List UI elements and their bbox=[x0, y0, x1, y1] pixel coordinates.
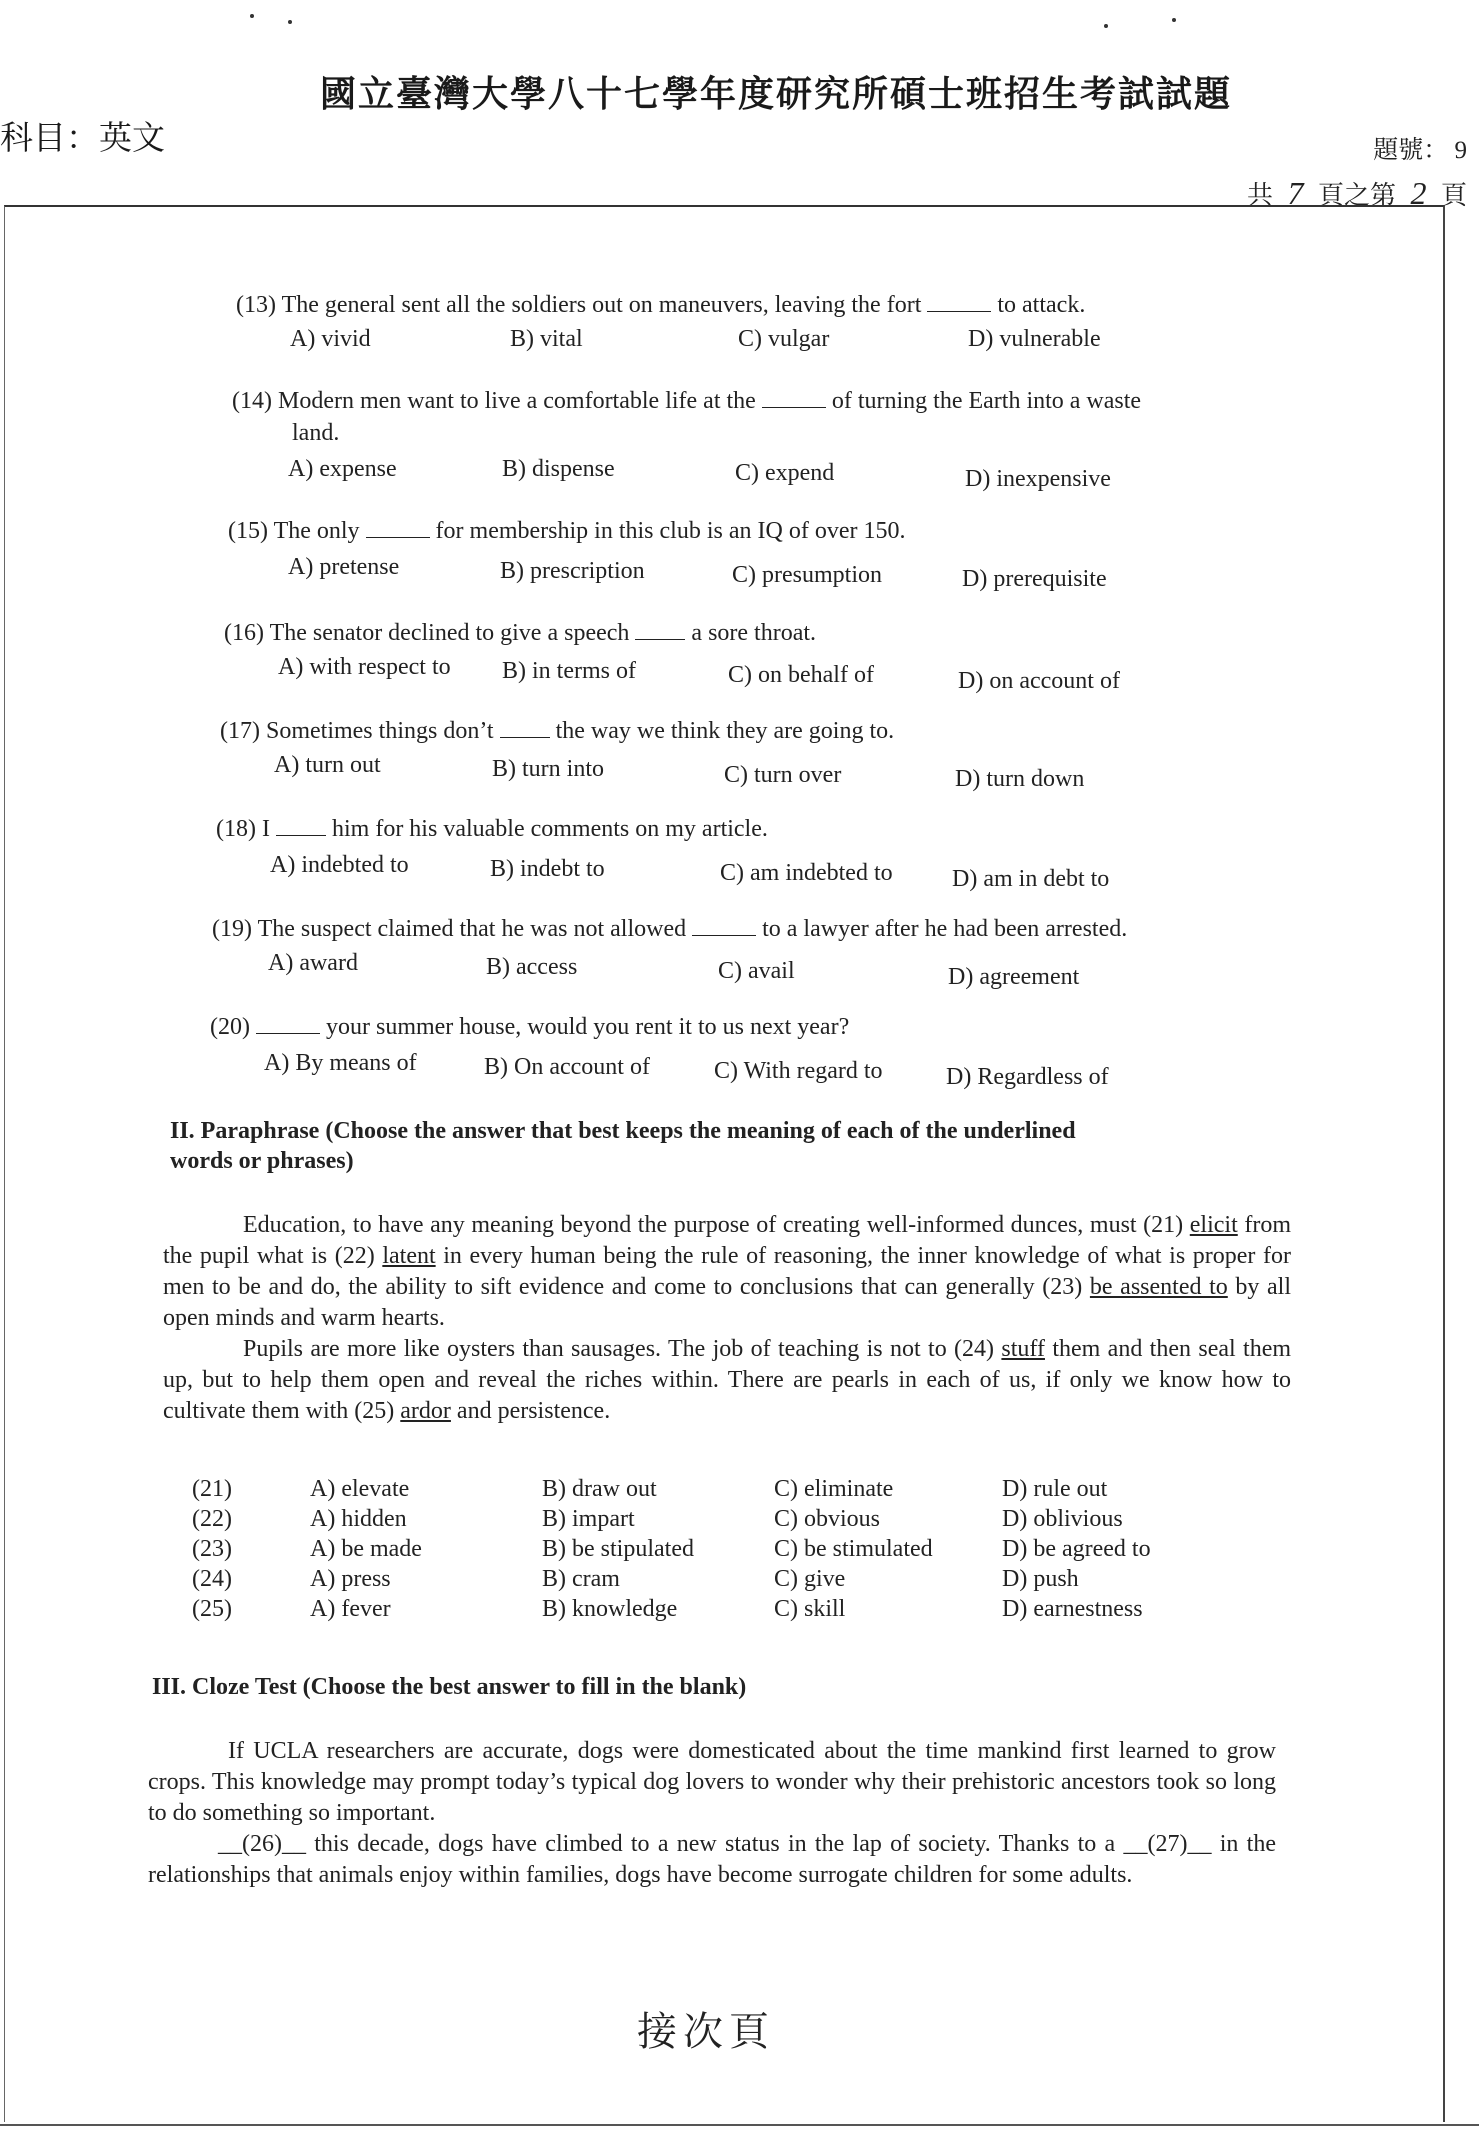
question-text-end: him for his valuable comments on my article. bbox=[331, 816, 768, 842]
answer-blank bbox=[927, 310, 991, 312]
option-c: C) obvious bbox=[774, 1506, 881, 1532]
page-suffix: 頁 bbox=[1440, 181, 1467, 210]
text-span: from the pupil what is (22) bbox=[163, 1212, 1292, 1269]
option-c: C) on behalf of bbox=[728, 662, 874, 688]
question-14-continued: land. bbox=[292, 420, 340, 446]
option-a: A) indebted to bbox=[270, 852, 409, 878]
option-c: C) vulgar bbox=[738, 326, 830, 352]
option-c: C) expend bbox=[735, 460, 835, 486]
option-d: D) Regardless of bbox=[946, 1064, 1109, 1090]
question-text: The senator declined to give a speech bbox=[269, 620, 630, 646]
option-a: A) fever bbox=[310, 1596, 391, 1622]
exam-title: 國立臺灣大學八十七學年度研究所碩士班招生考試試題 bbox=[320, 74, 1233, 114]
scan-speck bbox=[1104, 24, 1108, 28]
answer-blank bbox=[762, 406, 826, 408]
question-number: (15) bbox=[228, 518, 268, 544]
option-d: D) am in debt to bbox=[952, 866, 1110, 892]
option-b: B) draw out bbox=[542, 1476, 657, 1502]
section-2-heading: II. Paraphrase (Choose the answer that best keeps the meaning of each of the underlined bbox=[170, 1118, 1076, 1144]
scan-speck bbox=[250, 14, 254, 18]
option-b: B) access bbox=[486, 954, 578, 980]
option-d: D) prerequisite bbox=[962, 566, 1107, 592]
option-b: B) knowledge bbox=[542, 1596, 678, 1622]
answer-blank bbox=[500, 736, 550, 738]
option-c: C) give bbox=[774, 1566, 846, 1592]
option-b: B) in terms of bbox=[502, 658, 636, 684]
vocab-number: (21) bbox=[192, 1476, 232, 1502]
text-span: and persistence. bbox=[456, 1398, 611, 1424]
answer-blank bbox=[692, 934, 756, 936]
question-text-end: the way we think they are going to. bbox=[555, 718, 895, 744]
option-c: C) skill bbox=[774, 1596, 846, 1622]
underlined-word-22: latent bbox=[382, 1243, 436, 1269]
question-17 bbox=[220, 718, 894, 745]
vocab-number: (25) bbox=[192, 1596, 232, 1622]
answer-blank bbox=[635, 638, 685, 640]
question-number: (16) bbox=[224, 620, 264, 646]
option-a: A) By means of bbox=[264, 1050, 417, 1076]
page-middle: 頁之第 bbox=[1317, 181, 1396, 210]
question-text-end: for membership in this club is an IQ of over 150. bbox=[435, 518, 906, 544]
page-prefix: 共 bbox=[1246, 181, 1273, 210]
vocab-number: (22) bbox=[192, 1506, 232, 1532]
question-text-end: your summer house, would you rent it to us next year? bbox=[325, 1014, 850, 1040]
question-number: (20) bbox=[210, 1014, 250, 1040]
question-number: (13) bbox=[236, 292, 276, 318]
option-b: B) prescription bbox=[500, 558, 645, 584]
underlined-word-25: ardor bbox=[400, 1398, 451, 1424]
option-b: B) cram bbox=[542, 1566, 620, 1592]
text-span: Pupils are more like oysters than sausages. The job of teaching is not to (24) bbox=[243, 1336, 995, 1362]
option-a: A) award bbox=[268, 950, 358, 976]
passage-paragraph-1 bbox=[163, 1210, 1291, 1334]
option-d: D) oblivious bbox=[1002, 1506, 1123, 1532]
question-18 bbox=[216, 816, 768, 843]
option-b: B) vital bbox=[510, 326, 583, 352]
option-d: D) rule out bbox=[1002, 1476, 1108, 1502]
question-14 bbox=[232, 388, 1141, 415]
question-15 bbox=[228, 518, 905, 545]
underlined-word-21: elicit bbox=[1189, 1212, 1238, 1238]
question-19 bbox=[212, 916, 1127, 943]
question-text: The suspect claimed that he was not allowed bbox=[257, 916, 687, 942]
question-text-end: of turning the Earth into a waste bbox=[831, 388, 1142, 414]
question-text: I bbox=[261, 816, 270, 842]
option-a: A) be made bbox=[310, 1536, 422, 1562]
question-number: (18) bbox=[216, 816, 256, 842]
answer-blank bbox=[276, 834, 326, 836]
question-13 bbox=[236, 292, 1085, 319]
option-b: B) indebt to bbox=[490, 856, 605, 882]
option-a: A) elevate bbox=[310, 1476, 410, 1502]
vocab-number: (23) bbox=[192, 1536, 232, 1562]
option-c: C) am indebted to bbox=[720, 860, 893, 886]
option-d: D) on account of bbox=[958, 668, 1120, 694]
next-page-note: 接次頁 bbox=[637, 2009, 775, 2054]
subject-label: 科目：英文 bbox=[0, 121, 165, 157]
option-b: B) turn into bbox=[492, 756, 604, 782]
underlined-word-24: stuff bbox=[1001, 1336, 1045, 1362]
scan-speck bbox=[288, 20, 292, 24]
text-span: in every human being the rule of reasoning, the inner knowledge of what is proper for men to be and do, the ability to sift evidence and come to conclusions that can generally (23) bbox=[163, 1243, 1292, 1300]
option-d: D) inexpensive bbox=[965, 466, 1111, 492]
question-16 bbox=[224, 620, 816, 647]
option-a: A) turn out bbox=[274, 752, 381, 778]
vocab-number: (24) bbox=[192, 1566, 232, 1592]
section-2-heading-cont: words or phrases) bbox=[170, 1148, 354, 1174]
option-b: B) be stipulated bbox=[542, 1536, 694, 1562]
option-a: A) expense bbox=[288, 456, 397, 482]
question-number: (19) bbox=[212, 916, 252, 942]
scan-speck bbox=[1172, 18, 1176, 22]
question-number: (14) bbox=[232, 388, 272, 414]
answer-blank bbox=[366, 536, 430, 538]
question-text: The general sent all the soldiers out on maneuvers, leaving the fort bbox=[281, 292, 922, 318]
question-text: The only bbox=[273, 518, 360, 544]
underlined-word-23: be assented to bbox=[1089, 1274, 1228, 1300]
answer-blank bbox=[256, 1032, 320, 1034]
option-a: A) with respect to bbox=[278, 654, 451, 680]
option-d: D) turn down bbox=[955, 766, 1085, 792]
vocab-options-grid bbox=[192, 1476, 1222, 1623]
option-b: B) impart bbox=[542, 1506, 635, 1532]
total-pages: 7 bbox=[1287, 175, 1304, 211]
option-c: C) be stimulated bbox=[774, 1536, 933, 1562]
option-d: D) earnestness bbox=[1002, 1596, 1143, 1622]
option-c: C) avail bbox=[718, 958, 795, 984]
text-span: Education, to have any meaning beyond the purpose of creating well-informed dunces, must (21) bbox=[243, 1212, 1184, 1238]
passage-paragraph-2 bbox=[163, 1334, 1291, 1427]
option-d: D) agreement bbox=[948, 964, 1080, 990]
question-text-end: to attack. bbox=[997, 292, 1086, 318]
option-c: C) turn over bbox=[724, 762, 842, 788]
section-3-heading: III. Cloze Test (Choose the best answer to fill in the blank) bbox=[152, 1674, 747, 1700]
option-c: C) eliminate bbox=[774, 1476, 894, 1502]
option-a: A) press bbox=[310, 1566, 391, 1592]
text-span: them and then seal them up, but to help them open and reveal the riches within. There are pearls in each of us, if only we know how to cultivate them with (25) bbox=[163, 1336, 1292, 1424]
option-a: A) vivid bbox=[290, 326, 371, 352]
option-d: D) vulnerable bbox=[968, 326, 1101, 352]
current-page: 2 bbox=[1410, 175, 1427, 211]
question-20 bbox=[210, 1014, 849, 1041]
question-text: Modern men want to live a comfortable life at the bbox=[277, 388, 756, 414]
bottom-rule bbox=[0, 2124, 1479, 2126]
option-d: D) push bbox=[1002, 1566, 1079, 1592]
question-text-end: a sore throat. bbox=[691, 620, 817, 646]
question-text: Sometimes things don’t bbox=[265, 718, 494, 744]
question-text-end: to a lawyer after he had been arrested. bbox=[762, 916, 1128, 942]
question-number: (17) bbox=[220, 718, 260, 744]
cloze-paragraph-1: If UCLA researchers are accurate, dogs were domesticated about the time mankind first learned to grow crops. This knowledge may prompt today’s typical dog lovers to wonder why their prehistoric ancestors took so long to do something so important. bbox=[148, 1738, 1276, 1826]
question-number-label: 題號： 9 bbox=[1373, 137, 1467, 164]
option-b: B) dispense bbox=[502, 456, 615, 482]
option-d: D) be agreed to bbox=[1002, 1536, 1151, 1562]
option-c: C) With regard to bbox=[714, 1058, 883, 1084]
option-a: A) hidden bbox=[310, 1506, 407, 1532]
cloze-paragraph-2: __(26)__ this decade, dogs have climbed to a new status in the lap of society. Thanks to a __(27)__ in the relationships that animals enjoy within families, dogs have become surrogate children for some adults. bbox=[148, 1831, 1276, 1888]
cloze-passage bbox=[148, 1736, 1276, 1891]
option-c: C) presumption bbox=[732, 562, 882, 588]
option-b: B) On account of bbox=[484, 1054, 650, 1080]
paraphrase-passage bbox=[163, 1210, 1291, 1427]
text-span: by all open minds and warm hearts. bbox=[163, 1274, 1292, 1331]
option-a: A) pretense bbox=[288, 554, 400, 580]
